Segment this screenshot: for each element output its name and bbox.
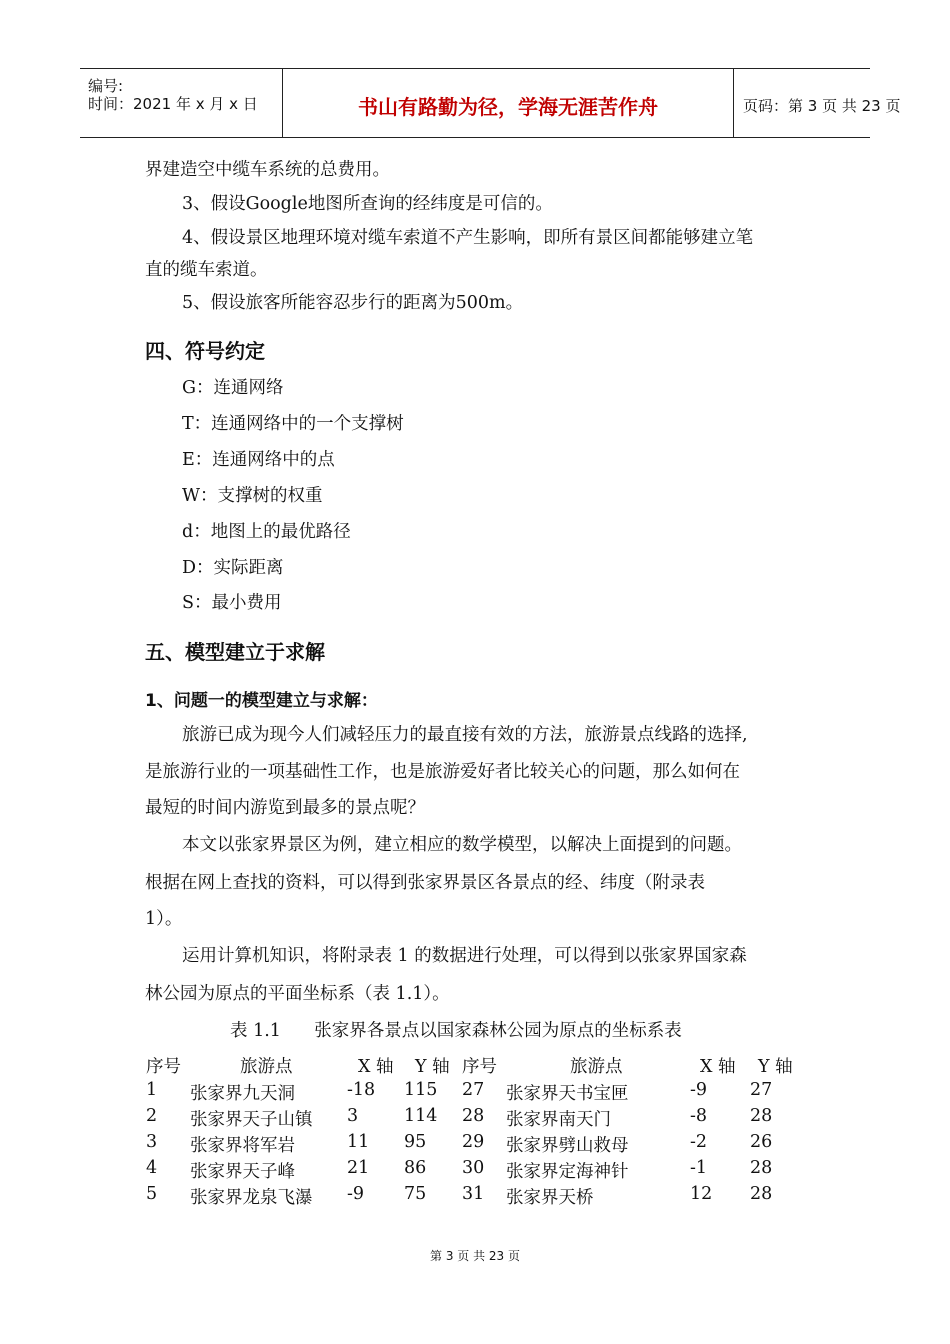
header-page-info: 页码：第 3 页 共 23 页 bbox=[743, 97, 901, 115]
paragraph-line: 3、假设Google地图所查询的经纬度是可信的。 bbox=[182, 194, 553, 214]
paragraph-line: 最短的时间内游览到最多的景点呢？ bbox=[145, 798, 425, 818]
doc-code-label: 编号: bbox=[88, 77, 124, 95]
paragraph-line: 旅游已成为现今人们减轻压力的最直接有效的方法，旅游景点线路的选择, bbox=[182, 725, 748, 745]
paragraph-line: 1）。 bbox=[145, 909, 183, 929]
symbol-item: G：连通网络 bbox=[182, 378, 284, 398]
table-header-cell: 序号 bbox=[146, 1057, 181, 1077]
paragraph-line: 直的缆车索道。 bbox=[145, 260, 268, 280]
table-header-cell: 旅游点 bbox=[240, 1057, 293, 1077]
table-cell: 28 bbox=[750, 1158, 773, 1178]
table-cell: 张家界天子山镇 bbox=[190, 1110, 313, 1130]
table-cell: 27 bbox=[462, 1080, 485, 1100]
header-page-cell bbox=[735, 69, 901, 137]
table-cell: 29 bbox=[462, 1132, 485, 1152]
page-header bbox=[80, 68, 901, 138]
paragraph-line: 本文以张家界景区为例，建立相应的数学模型，以解决上面提到的问题。 bbox=[182, 835, 742, 855]
paragraph-line: 界建造空中缆车系统的总费用。 bbox=[145, 160, 390, 180]
section-title: 五、模型建立于求解 bbox=[145, 640, 325, 664]
symbol-item: S：最小费用 bbox=[182, 593, 282, 613]
table-cell: 31 bbox=[462, 1184, 485, 1204]
table-cell: -8 bbox=[690, 1106, 708, 1126]
table-cell: 28 bbox=[462, 1106, 485, 1126]
table-cell: 4 bbox=[146, 1158, 158, 1178]
paragraph-line: 4、假设景区地理环境对缆车索道不产生影响，即所有景区间都能够建立笔 bbox=[182, 228, 754, 248]
page-footer: 第 3 页 共 23 页 bbox=[430, 1249, 520, 1263]
symbol-item: D：实际距离 bbox=[182, 558, 284, 578]
table-header-cell: X 轴 bbox=[700, 1057, 736, 1077]
section-title: 四、符号约定 bbox=[145, 339, 265, 363]
table-cell: 26 bbox=[750, 1132, 773, 1152]
header-meta bbox=[80, 69, 280, 137]
table-cell: 95 bbox=[404, 1132, 427, 1152]
table-cell: 张家界定海神针 bbox=[506, 1162, 629, 1182]
table-cell: 张家界将军岩 bbox=[190, 1136, 295, 1156]
table-cell: -9 bbox=[690, 1080, 708, 1100]
table-cell: 2 bbox=[146, 1106, 158, 1126]
subsection-title: 1、问题一的模型建立与求解： bbox=[145, 691, 378, 711]
table-cell: -18 bbox=[347, 1080, 376, 1100]
symbol-item: E：连通网络中的点 bbox=[182, 450, 335, 470]
table-cell: 张家界天桥 bbox=[506, 1188, 594, 1208]
table-cell: -9 bbox=[347, 1184, 365, 1204]
header-motto: 书山有路勤为径，学海无涯苦作舟 bbox=[358, 95, 658, 119]
table-cell: 3 bbox=[146, 1132, 158, 1152]
paragraph-line: 林公园为原点的平面坐标系（表 1.1）。 bbox=[145, 984, 450, 1004]
table-header-cell: 序号 bbox=[462, 1057, 497, 1077]
table-header-cell: 旅游点 bbox=[570, 1057, 623, 1077]
table-header-cell: Y 轴 bbox=[415, 1057, 450, 1077]
table-cell: 12 bbox=[690, 1184, 713, 1204]
table-cell: 张家界南天门 bbox=[506, 1110, 611, 1130]
table-cell: 张家界天子峰 bbox=[190, 1162, 295, 1182]
symbol-item: d：地图上的最优路径 bbox=[182, 522, 351, 542]
header-motto-cell bbox=[282, 69, 734, 137]
table-cell: 30 bbox=[462, 1158, 485, 1178]
paragraph-line: 5、假设旅客所能容忍步行的距离为500m。 bbox=[182, 293, 524, 313]
table-cell: 28 bbox=[750, 1184, 773, 1204]
table-cell: 28 bbox=[750, 1106, 773, 1126]
paragraph-line: 是旅游行业的一项基础性工作，也是旅游爱好者比较关心的问题，那么如何在 bbox=[145, 762, 740, 782]
table-cell: 115 bbox=[404, 1080, 438, 1100]
table-cell: 张家界天书宝匣 bbox=[506, 1084, 629, 1104]
paragraph-line: 根据在网上查找的资料，可以得到张家界景区各景点的经、纬度（附录表 bbox=[145, 873, 705, 893]
doc-time-label: 时间：2021 年 x 月 x 日 bbox=[88, 95, 258, 113]
table-cell: 3 bbox=[347, 1106, 359, 1126]
table-cell: 21 bbox=[347, 1158, 370, 1178]
table-cell: 86 bbox=[404, 1158, 427, 1178]
table-cell: 1 bbox=[146, 1080, 158, 1100]
table-cell: 114 bbox=[404, 1106, 438, 1126]
table-caption: 表 1.1 张家界各景点以国家森林公园为原点的坐标系表 bbox=[230, 1021, 682, 1041]
table-cell: 张家界龙泉飞瀑 bbox=[190, 1188, 313, 1208]
table-cell: -2 bbox=[690, 1132, 708, 1152]
symbol-item: T：连通网络中的一个支撑树 bbox=[182, 414, 404, 434]
table-cell: 5 bbox=[146, 1184, 158, 1204]
symbol-item: W：支撑树的权重 bbox=[182, 486, 323, 506]
table-cell: 75 bbox=[404, 1184, 427, 1204]
table-cell: 11 bbox=[347, 1132, 370, 1152]
table-cell: 张家界劈山救母 bbox=[506, 1136, 629, 1156]
table-cell: -1 bbox=[690, 1158, 708, 1178]
paragraph-line: 运用计算机知识，将附录表 1 的数据进行处理，可以得到以张家界国家森 bbox=[182, 946, 747, 966]
table-header-cell: Y 轴 bbox=[758, 1057, 793, 1077]
table-cell: 张家界九天洞 bbox=[190, 1084, 295, 1104]
table-header-cell: X 轴 bbox=[358, 1057, 394, 1077]
table-cell: 27 bbox=[750, 1080, 773, 1100]
